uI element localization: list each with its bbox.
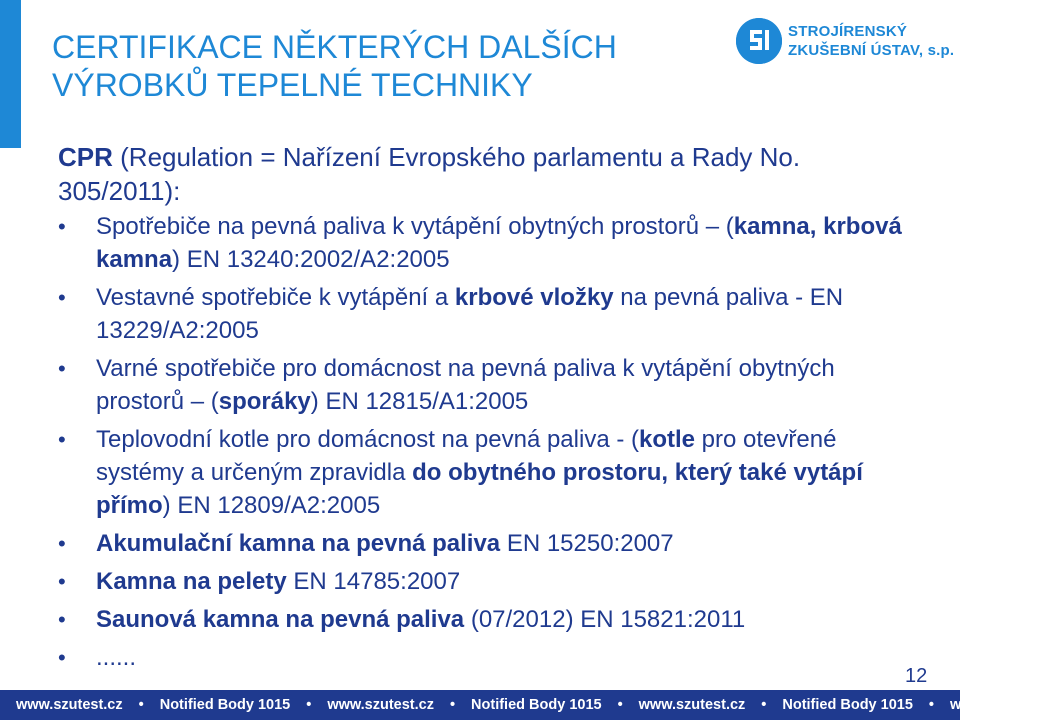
bold-text: Akumulační kamna na pevná paliva bbox=[96, 530, 501, 557]
list-item bbox=[58, 281, 908, 347]
item-text: Spotřebiče na pevná paliva k vytápění obytných prostorů – ( bbox=[96, 213, 734, 240]
item-text: Teplovodní kotle pro domácnost na pevná paliva - ( bbox=[96, 426, 639, 453]
logo-line-1: STROJÍRENSKÝ bbox=[788, 23, 908, 40]
slide-title bbox=[52, 28, 692, 104]
footer-separator: • bbox=[138, 697, 144, 713]
bullet-icon: • bbox=[58, 356, 66, 381]
bold-text: do obytného prostoru, který také vytápí přímo bbox=[96, 459, 863, 519]
footer-separator: • bbox=[761, 697, 767, 713]
title-line-2: VÝROBKŮ TEPELNÉ TECHNIKY bbox=[52, 67, 533, 103]
bullet-icon: • bbox=[58, 645, 66, 670]
item-text: ...... bbox=[96, 644, 137, 671]
bullet-list bbox=[58, 210, 908, 674]
bold-text: Kamna na pelety bbox=[96, 568, 287, 595]
footer-separator: • bbox=[449, 697, 456, 713]
bullet-icon: • bbox=[58, 607, 66, 632]
bullet-icon: • bbox=[58, 214, 66, 239]
item-text: na pevná paliva - EN 13229/A2:2005 bbox=[96, 284, 844, 344]
heading-rest: (Regulation = Nařízení Evropského parlamentu a Rady No. 305/2011): bbox=[58, 142, 801, 206]
bold-text: sporáky bbox=[218, 388, 311, 415]
list-item bbox=[58, 641, 908, 674]
page-number: 12 bbox=[905, 665, 928, 687]
footer-separator: • bbox=[617, 697, 623, 713]
list-item bbox=[58, 352, 908, 418]
bold-text: Saunová kamna na pevná paliva bbox=[96, 606, 465, 633]
logo-text bbox=[788, 22, 958, 60]
slide-content bbox=[58, 140, 908, 679]
list-item bbox=[58, 210, 908, 276]
item-text: (07/2012) EN 15821:2011 bbox=[464, 606, 746, 633]
footer-separator: • bbox=[928, 697, 934, 713]
footer-bar bbox=[0, 690, 1057, 720]
cpr-heading bbox=[58, 140, 908, 208]
footer-text: Notified Body 1015 bbox=[471, 697, 602, 713]
item-text: ) EN 12809/A2:2005 bbox=[162, 492, 381, 519]
footer-text: www.szutest.cz bbox=[638, 697, 746, 713]
bullet-icon: • bbox=[58, 569, 66, 594]
footer-text: Notified Body 1015 bbox=[782, 697, 913, 713]
item-text: Varné spotřebiče pro domácnost na pevná paliva k vytápění obytných prostorů – ( bbox=[96, 355, 835, 415]
footer-text: www.szutest.cz bbox=[16, 697, 123, 713]
bold-text: krbové vložky bbox=[454, 284, 614, 311]
szu-logo-icon bbox=[736, 18, 782, 64]
footer-separator: • bbox=[306, 697, 312, 713]
bullet-icon: • bbox=[58, 427, 66, 452]
footer-text: www.szutest.cz bbox=[327, 697, 434, 713]
bullet-icon: • bbox=[58, 531, 66, 556]
item-text: ) EN 12815/A1:2005 bbox=[310, 388, 529, 415]
bold-text: kotle bbox=[639, 426, 696, 453]
list-item bbox=[58, 527, 908, 560]
item-text: Vestavné spotřebiče k vytápění a bbox=[96, 284, 455, 311]
bullet-icon: • bbox=[58, 285, 66, 310]
item-text: ) EN 13240:2002/A2:2005 bbox=[172, 246, 450, 273]
footer-text: www.szutest.cz bbox=[949, 697, 1057, 713]
footer-text: Notified Body 1015 bbox=[159, 697, 291, 713]
title-line-1: CERTIFIKACE NĚKTERÝCH DALŠÍCH bbox=[52, 29, 617, 65]
list-item bbox=[58, 565, 908, 598]
accent-bar bbox=[0, 0, 21, 148]
bold-text: kamna, krbová kamna bbox=[96, 213, 902, 273]
item-text: EN 15250:2007 bbox=[500, 530, 674, 557]
item-text: EN 14785:2007 bbox=[286, 568, 461, 595]
list-item bbox=[58, 603, 908, 636]
logo-line-2: ZKUŠEBNÍ ÚSTAV, s.p. bbox=[788, 42, 955, 59]
heading-bold: CPR bbox=[58, 142, 113, 172]
item-text: pro otevřené systémy a určeným zpravidla bbox=[96, 426, 837, 486]
logo bbox=[736, 18, 955, 66]
list-item bbox=[58, 423, 908, 522]
